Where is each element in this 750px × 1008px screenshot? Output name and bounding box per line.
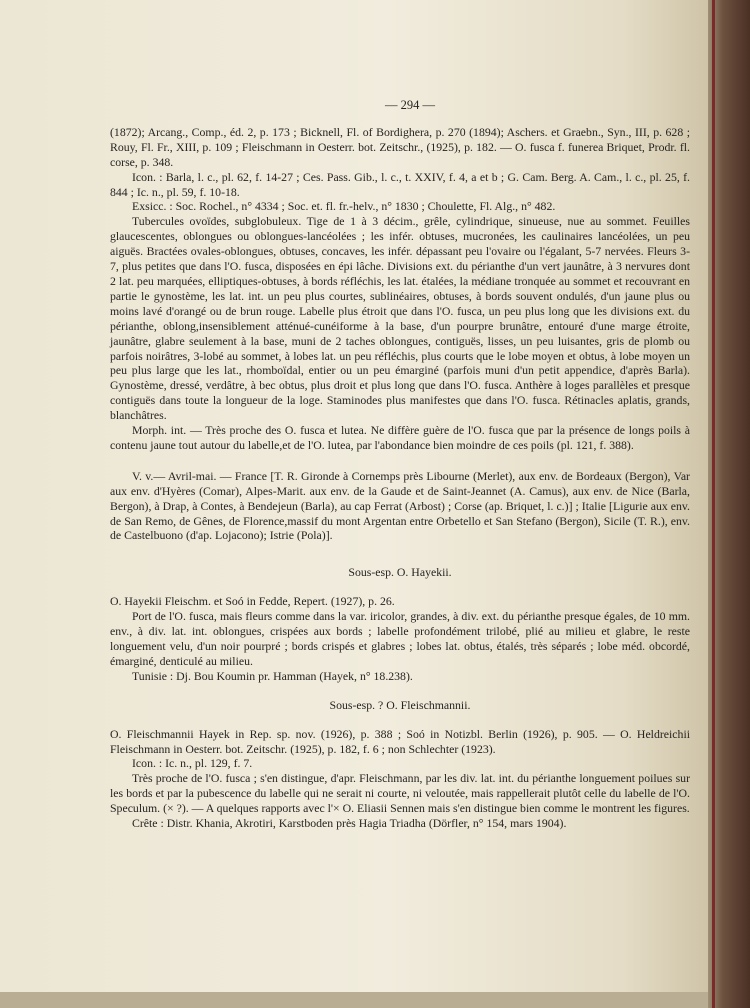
page-number: — 294 — — [385, 98, 435, 112]
exsiccata-references: Exsicc. : Soc. Rochel., n° 4334 ; Soc. et. fl. fr.-helv., n° 1830 ; Choulette, Fl. Alg., n° 482. — [132, 199, 556, 214]
description-paragraph: Tubercules ovoïdes, subglobuleux. Tige de 1 à 3 décim., grêle, cylindrique, sinueuse, nue au sommet. Feuilles glaucescentes, oblongues ou oblongues-lancéolées ; les infér. obtuses, mucronées, les caulinaires lancéolées, un peu aiguës. Bractées ovales-oblongues, obtuses, concaves, les infér. dépassant peu l'ovaire ou l'égalant, 5-7 nervées. Fleurs 3-7, plus petites que dans l'O. fusca, disposées en épi lâche. Divisions ext. du périanthe d'un vert jaunâtre, à 3 nervures dont 2 lat. peu marquées, elliptiques-obtuses, à bords réfléchis, les lat. étalées, la médiane tronquée au sommet et recouvrant en partie le gynostème, les lat. int. un peu plus courtes, sublinéaires, obtuses, à bords souvent ondulés, d'un jaune plus ou moins lavé d'orangé ou de brun rouge. Labelle plus étroit que dans l'O. fusca, un peu plus long que les divisions ext. du périanthe, oblong,insensiblement atténué-cunéiforme à la base, d'un pourpre brunâtre, entouré d'une marge étroite, jaunâtre, glabre seulement à la base, muni de 2 taches oblongues, contiguës, lisses, un peu luisantes, gris de plomb ou parfois noirâtres, 3-lobé au sommet, à lobes lat. un peu réfléchis, plus courts que le lobe moyen et obtus, à lobe moyen un peu plus large que les lat., rhomboïdal, entier ou un peu émarginé (parfois muni d'un petit appendice, d'après Barla). Gynostème, dressé, verdâtre, à bec obtus, plus droit et plus long que dans l'O. fusca. Anthère à loges parallèles et presque contiguës dans toute la longueur de la loge. Staminodes plus manifestes que dans l'O. fusca. Rétinacles aplatis, grands, blanchâtres. — [110, 214, 690, 423]
binding-edge — [712, 0, 715, 1008]
hayekii-citation: O. Hayekii Fleischm. et Soó in Fedde, Repert. (1927), p. 26. — [110, 594, 395, 609]
hayekii-locality: Tunisie : Dj. Bou Koumin pr. Hamman (Hayek, n° 18.238). — [132, 668, 413, 683]
morphology-paragraph: Morph. int. — Très proche des O. fusca et lutea. Ne diffère guère de l'O. fusca que par la présence de longs poils à contenu jaune tout autour du labelle,et de l'O. lutea, par l'abondance bien moindre de ces poils (pl. 121, f. 388). — [110, 423, 690, 452]
fleischmannii-icon: Icon. : Ic. n., pl. 129, f. 7. — [132, 756, 253, 771]
icon-references: Icon. : Barla, l. c., pl. 62, f. 14-27 ; Ces. Pass. Gib., l. c., t. XXIV, f. 4, a et b ; G. Cam. Berg. A. Cam., l. c., pl. 25, f. 844 ; Ic. n., pl. 59, f. 10-18. — [110, 169, 690, 199]
distribution-paragraph: V. v.— Avril-mai. — France [T. R. Gironde à Cornemps près Libourne (Merlet), aux env. de Bordeaux (Bergon), Var aux env. d'Hyères (Comar), Alpes-Marit. aux env. de la Gaude et de Saint-Jeannet (A. Camus), aux env. de Nice (Barla, Bergon), à Drap, à Contes, à Bendejeun (Barla), au cap Ferrat (Arbost) ; Corse (ap. Briquet, l. c.)] ; Italie [Ligurie aux env. de San Remo, de Gênes, de Florence,massif du mont Argentan entre Orbetello et San Stefano (Bergon), Sicile (T. R.), env. de Castelbuono (d'ap. Lojacono); Istrie (Pola)]. — [110, 468, 690, 543]
subspecies-heading-hayekii: Sous-esp. O. Hayekii. — [348, 565, 452, 580]
synonymy-paragraph: (1872); Arcang., Comp., éd. 2, p. 173 ; Bicknell, Fl. of Bordighera, p. 270 (1894); Aschers. et Graebn., Syn., III, p. 628 ; Rouy, Fl. Fr., XIII, p. 109 ; Fleischmann in Oesterr. bot. Zeitschr., (1925), p. 182. — O. fusca f. funerea Briquet, Prodr. fl. corse, p. 348. — [110, 124, 690, 169]
hayekii-description: Port de l'O. fusca, mais fleurs comme dans la var. iricolor, grandes, à div. ext. du périanthe presque égales, de 10 mm. env., à div. lat. int. oblongues, crispées aux bords ; labelle profondément trilobé, plié au milieu et glabre, le reste longuement velu, d'un noir pourpré ; bords crispés et glabres ; lobes lat. obtus, étalés, très séparés ; lobe méd. obcordé, émarginé, denticulé au milieu. — [110, 609, 690, 668]
page-text — [110, 98, 690, 831]
fleischmannii-description: Très proche de l'O. fusca ; s'en distingue, d'apr. Fleischmann, par les div. lat. int. du périanthe longuement poilues sur les bords et par la pubescence du labelle qui ne serait ni courte, ni veloutée, mais rappellerait plutôt celle du labelle de l'O. Speculum. (× ?). — A quelques rapports avec l'× O. Eliasii Sennen mais s'en distingue bien comme le montrent les figures. — [110, 771, 690, 816]
fleischmannii-citation: O. Fleischmannii Hayek in Rep. sp. nov. (1926), p. 388 ; Soó in Notizbl. Berlin (1926), p. 905. — O. Heldreichii Fleischmann in Oesterr. bot. Zeitschr. (1925), p. 182, f. 6 ; non Schlechter (1923). — [110, 726, 690, 756]
subspecies-heading-fleischmannii: Sous-esp. ? O. Fleischmannii. — [329, 697, 471, 712]
fleischmannii-locality: Crête : Distr. Khania, Akrotiri, Karstboden près Hagia Triadha (Dörfler, n° 154, mars 1904). — [132, 816, 567, 831]
page-bottom-edge — [0, 992, 708, 1008]
